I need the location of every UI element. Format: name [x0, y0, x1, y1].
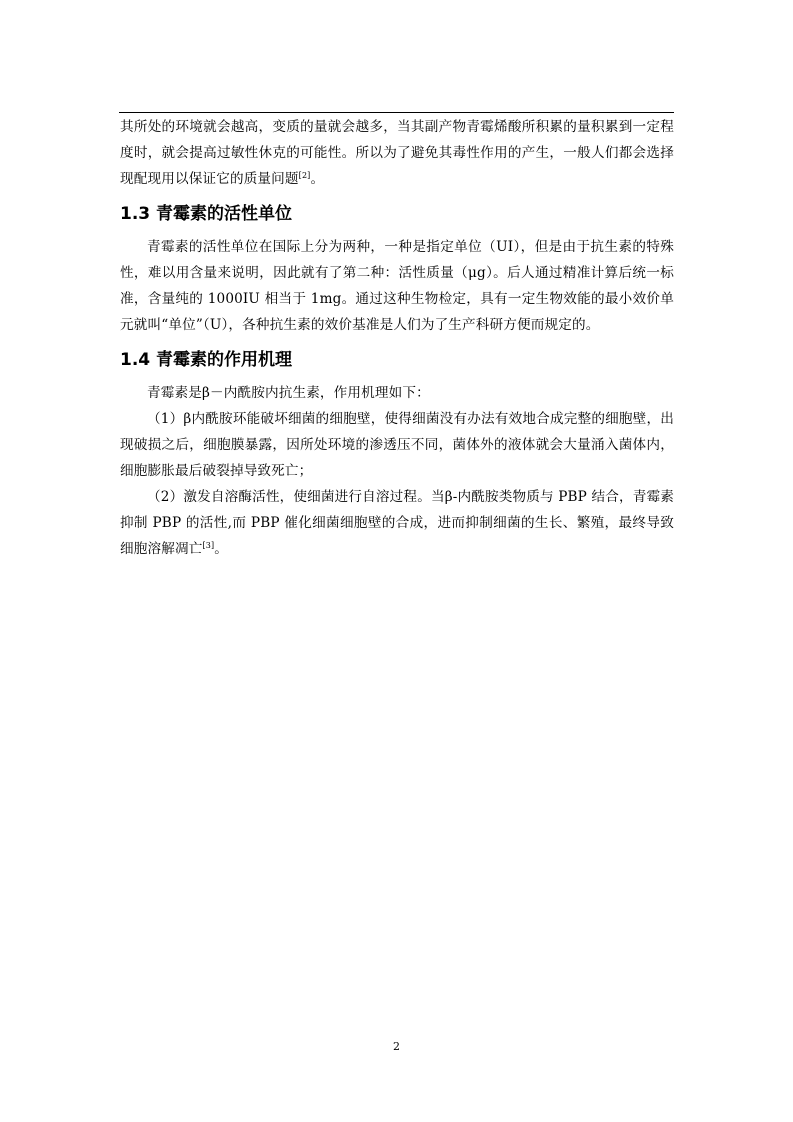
citation-ref: [2] [298, 171, 311, 180]
item-2-end: 。 [214, 541, 229, 557]
section-1-4-intro: 青霉素是β－内酰胺内抗生素，作用机理如下： [147, 385, 430, 401]
continuation-end: 。 [310, 171, 325, 187]
section-1-3-paragraph: 青霉素的活性单位在国际上分为两种，一种是指定单位（UI），但是由于抗生素的特殊性，难以用含量来说明，因此就有了第二种：活性质量（μg）。后人通过精准计算后统一标准，含量纯的 1000IU 相当于 1mg。通过这种生物检定，具有一定生物效能的最小效价单元就叫“单位”（U），各种抗生素的效价基准是人们为了生产科研方便而规定的。 [120, 239, 674, 333]
section-heading-1-3: 1.3 青霉素的活性单位 [120, 204, 293, 224]
page-number: 2 [393, 1040, 400, 1053]
section-1-4-item-1: （1）β内酰胺环能破坏细菌的细胞壁，使得细菌没有办法有效地合成完整的细胞壁，出现破损之后，细胞膜暴露，因所处环境的渗透压不同，菌体外的液体就会大量涌入菌体内，细胞膨胀最后破裂掉导致死亡； [120, 411, 674, 479]
citation-ref: [3] [202, 541, 215, 550]
continuation-text: 其所处的环境就会越高，变质的量就会越多，当其副产物青霉烯酸所积累的量积累到一定程度时，就会提高过敏性休克的可能性。所以为了避免其毒性作用的产生，一般人们都会选择现配现用以保证它的质量问题 [120, 119, 674, 187]
page-content [120, 114, 674, 562]
section-1-4-item-2 [120, 484, 674, 562]
section-heading-1-4: 1.4 青霉素的作用机理 [120, 350, 293, 370]
header-rule [119, 112, 674, 113]
item-2-text: （2）激发自溶酶活性，使细菌进行自溶过程。当β-内酰胺类物质与 PBP 结合，青霉素抑制 PBP 的活性,而 PBP 催化细菌细胞壁的合成，进而抑制细菌的生长、繁殖，最终导致细胞溶解凋亡 [120, 489, 674, 557]
continuation-paragraph [120, 114, 674, 192]
